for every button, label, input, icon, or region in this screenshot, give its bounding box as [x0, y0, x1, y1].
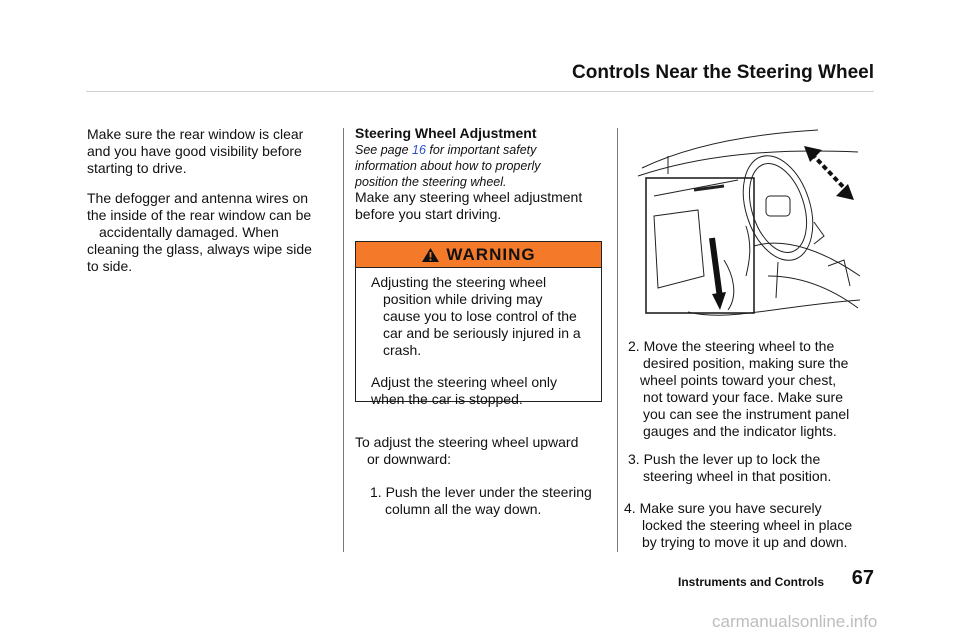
step-1: 1. Push the lever under the steering column all the way down. — [370, 484, 592, 517]
warning-box — [355, 241, 602, 407]
step-2: 2. Move the steering wheel to the desired position, making sure the wheel points toward your chest, not toward your face. Make sure you can see the instrument panel gauges and the indicator lights. — [628, 338, 850, 439]
rear-window-paragraph: Make sure the rear window is clear and you have good visibility before starting to drive. — [87, 126, 304, 176]
adjust-intro-paragraph: To adjust the steering wheel upward or downward: — [355, 434, 579, 467]
warning-label: WARNING — [446, 244, 536, 264]
section-heading: Steering Wheel Adjustment — [355, 125, 537, 141]
column-divider-right — [617, 128, 618, 552]
steering-wheel-illustration — [628, 126, 860, 326]
warning-header — [356, 242, 601, 268]
watermark: carmanualsonline.info — [712, 612, 878, 631]
step-3: 3. Push the lever up to lock the steering wheel in that position. — [628, 451, 832, 484]
adjustment-paragraph: Make any steering wheel adjustment before you start driving. — [355, 189, 583, 222]
page-number: 67 — [851, 567, 874, 589]
page-reference-link[interactable]: 16 — [412, 143, 426, 157]
defogger-paragraph: The defogger and antenna wires on the inside of the rear window can be accidentally damaged. When cleaning the glass, always wipe side to side. — [87, 190, 312, 274]
section-footer: Instruments and Controls — [677, 575, 824, 589]
page-title: Controls Near the Steering Wheel — [572, 62, 874, 83]
header-rule — [86, 91, 874, 92]
warning-triangle-icon — [421, 247, 440, 263]
warning-text: Adjusting the steering wheel position while driving may cause you to lose control of the car and be seriously injured in a crash. Adjust the steering wheel only when the car is stopped. — [371, 274, 581, 407]
step-4: 4. Make sure you have securely locked the steering wheel in place by trying to move it up and down. — [624, 500, 853, 550]
column-divider-left — [343, 128, 344, 552]
safety-note: See page 16 for important safety information about how to properly position the steering wheel. — [355, 143, 541, 189]
